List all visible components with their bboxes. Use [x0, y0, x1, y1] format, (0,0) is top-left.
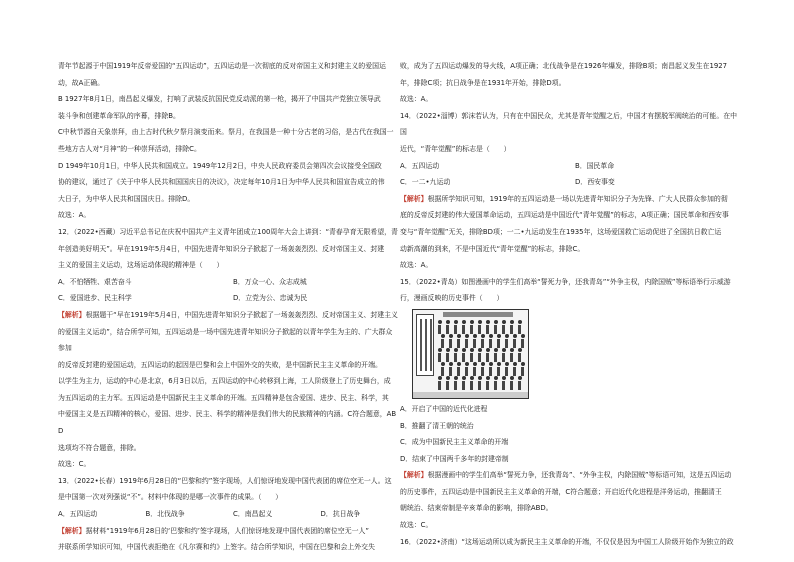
student-figure — [461, 320, 466, 334]
option-c: C．一二•九运动 — [400, 178, 451, 187]
option-b: B．万众一心、众志成城 — [233, 277, 307, 286]
answer-line: 故选：C。 — [400, 521, 433, 530]
analysis-tag: 【解析】 — [58, 526, 86, 535]
student-figure — [453, 348, 458, 362]
slogan-banner — [443, 312, 513, 317]
text-line: 装斗争和创建革命军队的序幕，排除B。 — [58, 111, 180, 120]
student-figure — [501, 320, 506, 334]
student-figure — [461, 348, 466, 362]
analysis-line: 变与“青年觉醒”无关，排除BD项；一二•九运动发生在1935年，这场爱国救亡运动促进了全国抗日救亡运 — [400, 227, 722, 236]
text-line: B 1927年8月1日，南昌起义爆发，打响了武装反抗国民党反动派的第一枪，揭开了中国共产党独立领导武 — [58, 95, 381, 104]
analysis-line: 中爱国主义是五四精神的核心，爱国、进步、民主、科学的精神是我们伟大的民族精神的内涵。C符合题意，ABD — [58, 410, 397, 436]
student-figure — [472, 334, 477, 348]
student-figure — [517, 320, 522, 334]
student-figure — [496, 334, 501, 348]
analysis-13: 【解析】据材料“1919年6月28日的‘巴黎和约’签字现场，人们惊讶地发现中国代表团的席位空无一人” — [58, 526, 369, 535]
student-figure — [480, 334, 485, 348]
student-figure — [445, 320, 450, 334]
analysis-line: 动新高潮的到来，不是中国近代“青年觉醒”的标志，排除C。 — [400, 244, 585, 253]
question-14-options — [400, 158, 740, 191]
text-line: 大日子，为中华人民共和国国庆日。排除D。 — [58, 194, 195, 203]
student-figure — [445, 348, 450, 362]
answer-line: 故选：A。 — [400, 95, 433, 104]
student-figure — [496, 362, 501, 376]
analysis-line: 的反帝反封建的爱国运动，五四运动的起因是巴黎和会上中国外交的失败，是中国新民主主义革命的开端。 — [58, 360, 382, 369]
answer-line: 故选：A。 — [58, 211, 91, 220]
analysis-line: 选项均不符合题意，排除。 — [58, 443, 141, 452]
analysis-line: 并联系所学知识可知，中国代表拒绝在《凡尔赛和约》上签字。结合所学知识，中国在巴黎和会上外交失 — [58, 543, 375, 552]
question-15-options — [400, 401, 740, 467]
right-column — [400, 58, 740, 550]
question-15-stem: 行，漫画反映的历史事件（ ） — [400, 294, 504, 303]
student-figure — [512, 362, 517, 376]
analysis-line: 为五四运动的主力军。五四运动是中国新民主主义革命的开端。五四精神是包含爱国、进步、民主、科学，其 — [58, 393, 389, 402]
student-figure — [477, 376, 482, 390]
option-b: B．北伐战争 — [145, 510, 185, 519]
analysis-14: 【解析】根据所学知识可知，1919年的五四运动是一场以先进青年知识分子为先锋、广大人民群众参加的彻 — [400, 194, 728, 203]
text-line: D 1949年10月1日，中华人民共和国成立。1949年12月2日，中央人民政府委员会第四次会议接受全国政 — [58, 161, 382, 170]
student-figure — [453, 320, 458, 334]
analysis-line: 的爱国主义运动”，结合所学可知，五四运动是一场中国先进青年知识分子掀起的以青年学生为主的、广大群众参加 — [58, 327, 393, 353]
student-figure — [437, 376, 442, 390]
student-figure — [469, 348, 474, 362]
option-a: A．五四运动 — [400, 161, 440, 170]
student-crowd — [437, 318, 525, 394]
student-figure — [440, 362, 445, 376]
question-13-options — [58, 506, 398, 523]
student-figure — [485, 348, 490, 362]
student-figure — [469, 320, 474, 334]
student-figure — [464, 334, 469, 348]
student-figure — [456, 334, 461, 348]
student-figure — [501, 376, 506, 390]
student-figure — [440, 334, 445, 348]
left-column — [58, 58, 398, 556]
student-figure — [453, 376, 458, 390]
student-figure — [517, 348, 522, 362]
student-figure — [504, 334, 509, 348]
student-figure — [488, 362, 493, 376]
answer-line: 故选：A。 — [400, 261, 433, 270]
student-figure — [509, 320, 514, 334]
student-figure — [501, 348, 506, 362]
text-line: 败，成为了五四运动爆发的导火线，A项正确；北伐战争是在1926年爆发，排除B项；南昌起义发生在1927 — [400, 62, 728, 70]
text-line: 青年节起源于中国1919年反帝爱国的“五四运动”，五四运动是一次彻底的反对帝国主义和封建主义的爱国运 — [58, 62, 386, 70]
student-figure — [520, 334, 525, 348]
option-c: C．成为中国新民主主义革命的开端 — [400, 438, 509, 447]
analysis-tag: 【解析】 — [58, 310, 86, 319]
student-figure — [493, 376, 498, 390]
option-b: B．国民革命 — [575, 161, 615, 170]
option-d: D．结束了中国两千多年的封建帝制 — [400, 454, 509, 463]
question-14-stem: 14．（2022•淄博）郭沫若认为，只有在中国民众，尤其是青年觉醒之后，中国才有摆脱军阀统治的可能。在中国 — [400, 111, 737, 137]
student-figure — [477, 320, 482, 334]
analysis-tag: 【解析】 — [400, 194, 428, 203]
protest-cartoon-image — [412, 309, 529, 399]
option-c: C．南昌起义 — [233, 510, 273, 519]
analysis-line: 的历史事件，五四运动是中国新民主主义革命的开端，C符合题意；开启近代化进程是洋务运动，推翻清王 — [400, 487, 722, 496]
question-13-stem: 13．（2022•长春）1919年6月28日的“巴黎和约”签字现场，人们惊讶地发现中国代表团的席位空无一人。这 — [58, 476, 392, 485]
student-figure — [456, 362, 461, 376]
student-figure — [477, 348, 482, 362]
question-12-stem: 年创造美好明天”。早在1919年5月4日，中国先进青年知识分子掀起了一场轰轰烈烈、反对帝国主义、封建 — [58, 244, 385, 253]
analysis-line: 朝统治、结束帝制是辛亥革命的影响，排除ABD。 — [400, 504, 553, 513]
analysis-line: 以学生为主力，运动的中心是北京，6月3日以后，五四运动的中心转移到上海，工人阶级登上了历史舞台，成 — [58, 377, 391, 386]
student-figure — [517, 376, 522, 390]
question-14-stem: 近代，“青年觉醒”的标志是（ ） — [400, 144, 511, 153]
student-figure — [509, 376, 514, 390]
option-c: C．爱国进步、民主科学 — [58, 294, 132, 303]
student-figure — [448, 334, 453, 348]
text-line: C中秋节源自天象崇拜，由上古时代秋夕祭月演变而来。祭月，在我国是一种十分古老的习俗，是古代在我国一 — [58, 128, 394, 137]
option-a: A．五四运动 — [58, 510, 98, 519]
student-figure — [485, 376, 490, 390]
question-15-stem: 15．（2022•青岛）如图漫画中的学生们高举“誓死力争，还我青岛”“外争主权，内除国贼”等标语举行示威游 — [400, 277, 731, 286]
analysis-15: 【解析】根据漫画中的学生们高举“誓死力争，还我青岛”、“外争主权，内除国贼”等标语可知，这是五四运动 — [400, 471, 732, 480]
student-figure — [464, 362, 469, 376]
student-figure — [437, 320, 442, 334]
student-figure — [469, 376, 474, 390]
student-figure — [493, 320, 498, 334]
text-line: 些地方古人对“月神”的一种崇拜活动，排除C。 — [58, 144, 201, 153]
student-figure — [504, 362, 509, 376]
text-line: 协的建议，通过了《关于中华人民共和国国庆日的决议》，决定每年10月1日为中华人民共和国宣告成立的伟 — [58, 178, 385, 187]
question-12-stem: 主义的爱国主义运动，这场运动体现的精神是（ ） — [58, 261, 224, 270]
question-12-stem: 12．（2022•西藏）习近平总书记在庆祝中国共产主义青年团成立100周年大会上讲到：“青春孕育无限希望，青 — [58, 227, 398, 236]
option-a: A．不怕牺牲、艰苦奋斗 — [58, 277, 132, 286]
student-figure — [493, 348, 498, 362]
student-figure — [472, 362, 477, 376]
option-d: D．抗日战争 — [320, 510, 361, 519]
option-d: D．西安事变 — [575, 178, 615, 187]
student-figure — [461, 376, 466, 390]
slogan-poster — [416, 314, 434, 376]
student-figure — [509, 348, 514, 362]
question-13-stem: 是中国第一次对列强说“不”。材料中体现的是哪一次事件的成果。（ ） — [58, 493, 283, 502]
question-16-stem: 16．（2022•济南）“这场运动所以成为新民主主义革命的开端，不仅仅是因为中国工人阶级开始作为独立的政 — [400, 537, 734, 546]
student-figure — [448, 362, 453, 376]
student-figure — [480, 362, 485, 376]
student-figure — [512, 334, 517, 348]
question-12-options — [58, 274, 398, 307]
student-figure — [485, 320, 490, 334]
student-figure — [520, 362, 525, 376]
student-figure — [445, 376, 450, 390]
text-line: 年，排除C项；抗日战争是在1931年开始，排除D项。 — [400, 78, 566, 87]
student-figure — [437, 348, 442, 362]
analysis-line: 底的反帝反封建的伟大爱国革命运动，五四运动是中国近代“青年觉醒”的标志，A项正确；国民革命和西安事 — [400, 211, 729, 220]
option-a: A．开启了中国的近代化进程 — [400, 404, 488, 413]
student-figure — [488, 334, 493, 348]
text-line: 动，故A正确。 — [58, 78, 105, 87]
option-d: D．立党为公、忠诚为民 — [233, 294, 308, 303]
analysis-tag: 【解析】 — [400, 471, 428, 480]
option-b: B．推翻了清王朝的统治 — [400, 421, 474, 430]
analysis-12: 【解析】根据题干“早在1919年5月4日，中国先进青年知识分子掀起了一场轰轰烈烈、反对帝国主义、封建主义 — [58, 310, 398, 319]
answer-line: 故选：C。 — [58, 460, 91, 469]
